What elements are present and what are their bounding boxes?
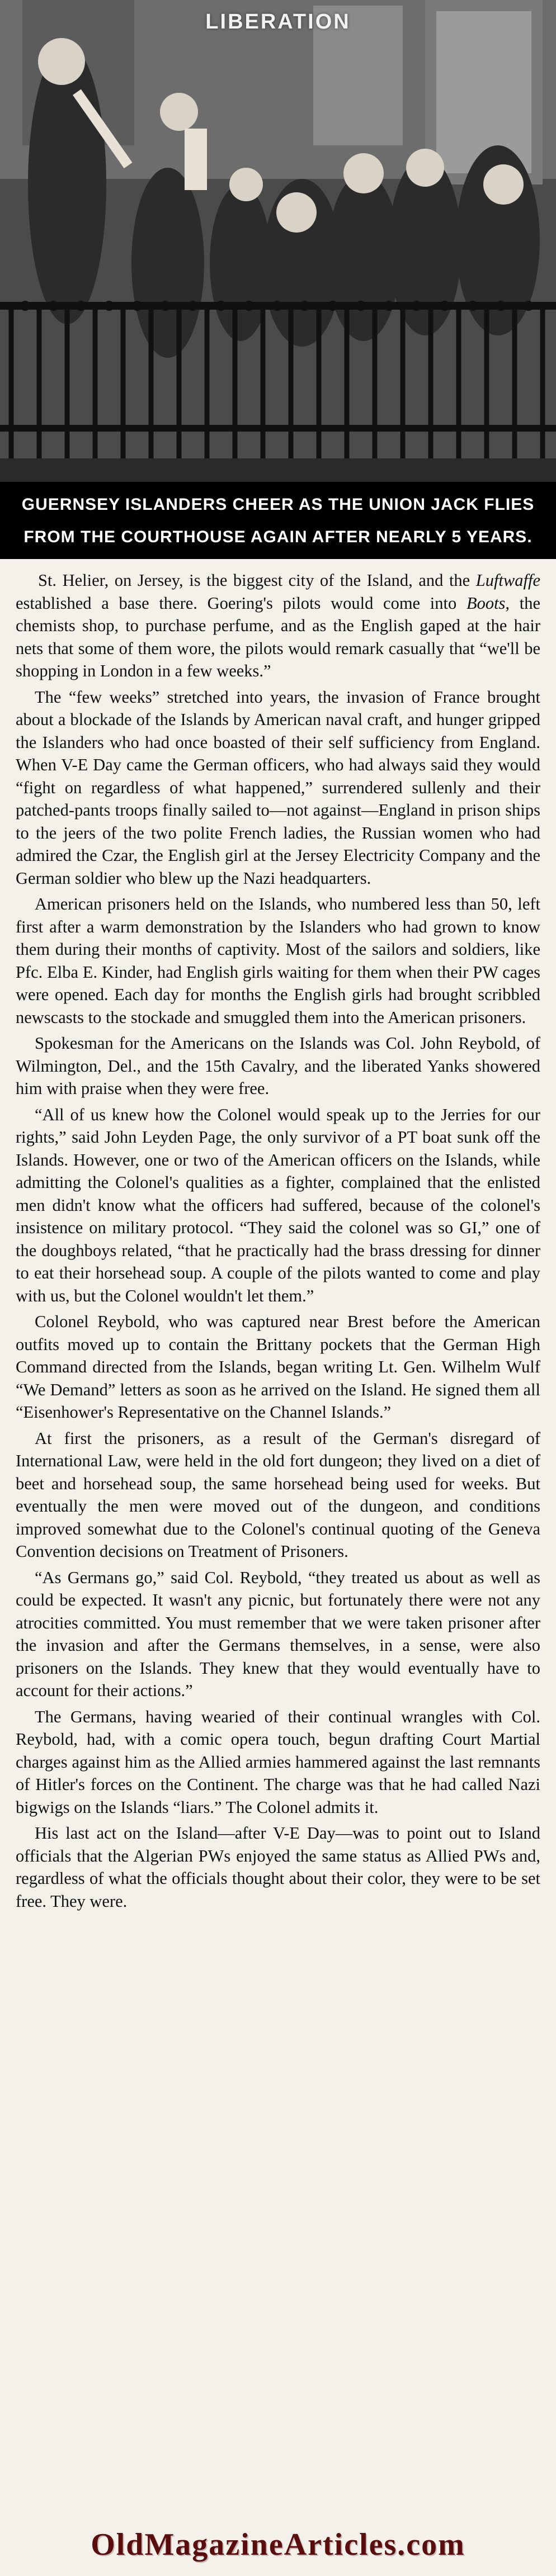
footer	[0, 2519, 556, 2576]
article-paragraph: Colonel Reybold, who was captured near Brest before the American outfits moved up to contain the Brittany pockets that the German High Command directed from the Islands, began writing Lt. Gen. Wilhelm Wulf “We Demand” letters as soon as he arrived on the Island. He signed them all “Eisenhower's Representative on the Channel Islands.”	[16, 1312, 540, 1422]
article-paragraph	[16, 569, 540, 683]
italic-text: Luftwaffe	[475, 571, 540, 590]
article-paragraph: The Germans, having wearied of their continual wrangles with Col. Reybold, had, with a comic opera touch, begun drafting Court Martial charges against him as the Allied armies hammered against the last remnants of Hitler's forces on the Continent. The charge was that he had called Nazi bigwigs on the Islands “liars.” The Colonel admits it.	[16, 1707, 540, 1817]
section-kicker: LIBERATION	[205, 10, 351, 34]
article-paragraph: At first the prisoners, as a result of the German's disregard of International Law, were held in the old fort dungeon; they lived on a diet of beet and horsehead soup, the same horsehead being used for weeks. But eventually the men were moved out of the dungeon, and conditions improved somewhat due to the Colonel's continual quoting of the Geneva Convention decisions on Treatment of Prisoners.	[16, 1428, 540, 1561]
crowd-photo-illustration	[0, 0, 556, 559]
site-watermark: OldMagazineArticles.com	[91, 2527, 465, 2562]
article-paragraph: The “few weeks” stretched into years, the invasion of France brought about a blockade of the Islands by American naval craft, and hunger gripped the Islanders who had once boasted of their self sufficiency from England. When V-E Day came the German officers, who had always said they would “fight on regardless of what happened,” surrendered sullenly and their patched-pants troops finally sailed to—not against—England in prison ships to the jeers of the two polite French ladies, the Russian women who had admired the Czar, the English girl at the Jersey Electricity Company and the German soldier who blew up the Nazi headquarters.	[16, 687, 540, 888]
italic-text: Boots,	[466, 593, 510, 613]
article-paragraph: American prisoners held on the Islands, who numbered less than 50, left first after a warm demonstration by the Islanders who had grown to know them during their months of captivity. Most of the sailors and soldiers, like Pfc. Elba E. Kinder, had English girls waiting for them when their PW cages were opened. Each day for months the English girls had brought scribbled newscasts to the stockade and smuggled them into the American prisoners.	[16, 894, 540, 1027]
paragraph-text: St. Helier, on Jersey, is the biggest city of the Island, and the	[38, 571, 476, 590]
paragraph-text: established a base there. Goering's pilots would come into	[16, 593, 467, 613]
photo-caption: GUERNSEY ISLANDERS CHEER AS THE UNION JACK FLIES FROM THE COURTHOUSE AGAIN AFTER NEARLY 5 YEARS.	[0, 482, 556, 559]
article-paragraph: “All of us knew how the Colonel would speak up to the Jerries for our rights,” said John Leyden Page, the only survivor of a PT boat sunk off the Islands. However, one or two of the American officers on the Islands, while admitting the Colonel's qualities as a fighter, complained that the enlisted men didn't know what the officers had suffered, because of the colonel's insistence on military protocol. “They said the colonel was so GI,” one of the doughboys related, “that he practically had the brass dressing for dinner to eat their horsehead soup. A couple of the pilots wanted to come and play with us, but the Colonel wouldn't let them.”	[16, 1105, 540, 1305]
article-paragraph: His last act on the Island—after V-E Day—was to point out to Island officials that the Algerian PWs enjoyed the same status as Allied PWs and, regardless of what the officials thought about their color, they were to be set free. They were.	[16, 1824, 540, 1911]
article-body	[16, 569, 540, 1916]
article-paragraph: Spokesman for the Americans on the Islands was Col. John Reybold, of Wilmington, Del., and the 15th Cavalry, and the liberated Yanks showered him with praise when they were free.	[16, 1034, 540, 1098]
paragraph-text: the chemists shop, to purchase perfume, and as the English gaped at the hair nets that some of them wore, the pilots would remark casually that “we'll be shopping in London in a few weeks.”	[16, 593, 541, 680]
liberation-photo	[0, 0, 556, 559]
article-paragraph: “As Germans go,” said Col. Reybold, “they treated us about as well as could be expected. It wasn't any picnic, but fortunately there were not any atrocities committed. You must remember that we were taken prisoner after the invasion and after the Germans themselves, in a sense, were also prisoners on the Islands. They knew that they would eventually have to account for their actions.”	[16, 1568, 540, 1700]
